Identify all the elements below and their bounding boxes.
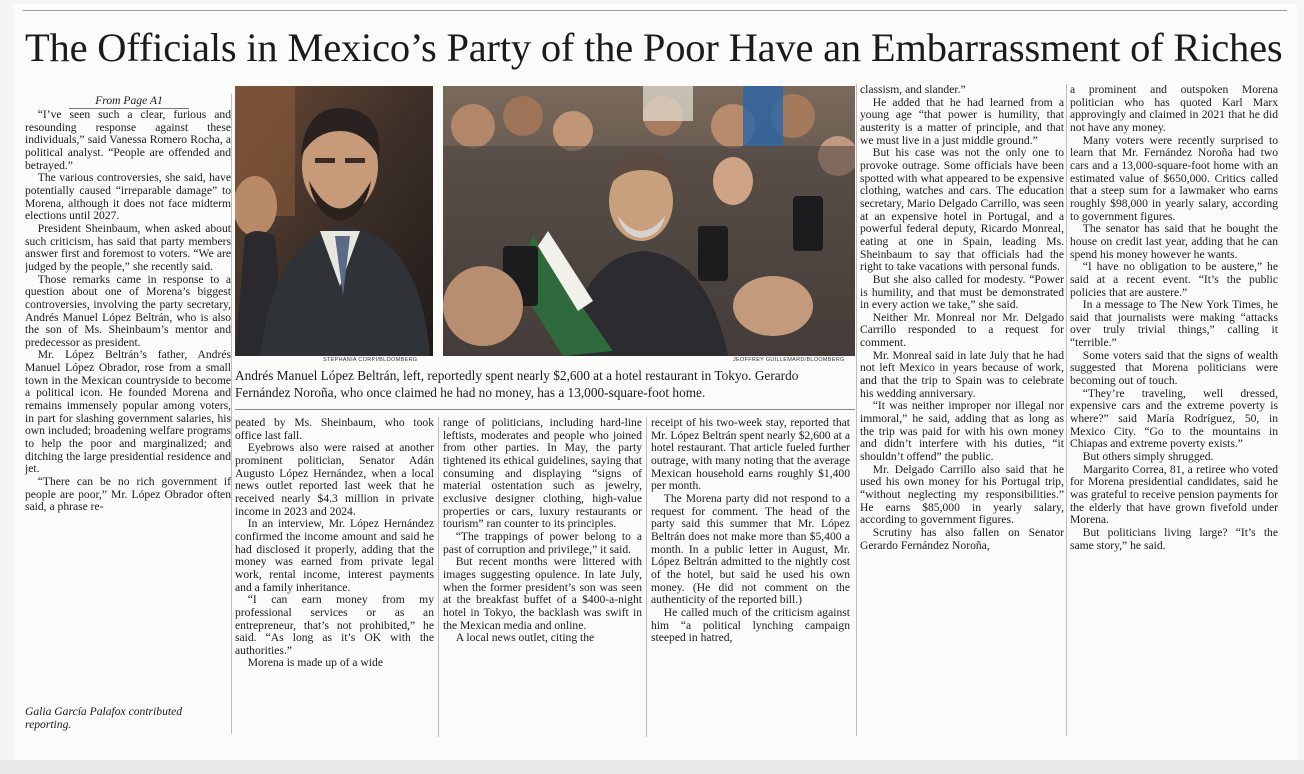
photo-lopez-beltran — [235, 86, 433, 356]
dateline: From Page A1 — [69, 94, 189, 109]
article-paragraph: “They’re traveling, well dressed, expensive cars and the extreme poverty is where?” said María Rodríguez, 50, in Mexico City. “Go to the mountains in Chiapas and extreme poverty exists.” — [1070, 386, 1278, 451]
article-paragraph: Eyebrows also were raised at another prominent politician, Senator Adán Augusto López Hernández, when a local news outlet reported last week that he received nearly $4.3 million in private income in 2023 and 2024. — [235, 441, 434, 518]
article-paragraph: A local news outlet, citing the — [455, 631, 595, 645]
article-paragraph: classism, and slander.” — [860, 84, 966, 96]
column-separator — [1066, 84, 1067, 736]
article-paragraph: He called much of the criticism against him “a political lynching campaign steeped in hatred, — [651, 605, 850, 645]
photo-credit-left: STEPHANIA CORPI/BLOOMBERG — [323, 357, 418, 363]
photo-fernandez-norona — [443, 86, 855, 356]
article-column-5 — [860, 84, 1064, 736]
article-paragraph: But others simply shrugged. — [1082, 450, 1214, 464]
photo-caption: Andrés Manuel López Beltrán, left, reportedly spent nearly $2,600 at a hotel restaurant in Tokyo. Gerardo Fernández Noroña, who once claimed he had no money, has a 13,000-square-foot home. — [235, 368, 799, 400]
article-paragraph: He added that he had learned from a young age “that power is humility, that austerity is a matter of principle, and that we must live in a just middle ground.” — [860, 95, 1064, 147]
column-separator — [438, 417, 439, 737]
article-paragraph: Mr. Delgado Carrillo also said that he used his own money for his Portugal trip, “without neglecting my responsibilities.” He earns $85,000 in yearly salary, according to government figures. — [860, 462, 1064, 527]
newspaper-page — [13, 4, 1297, 760]
article-paragraph: “I have no obligation to be austere,” he said at a recent event. “It’s the public policies that are austere.” — [1070, 260, 1278, 299]
article-paragraph: Mr. Monreal said in late July that he had not left Mexico in years because of work, and that the trip to Spain was to celebrate his wedding anniversary. — [860, 348, 1064, 400]
article-paragraph: “The trappings of power belong to a past of corruption and privilege,” it said. — [443, 529, 642, 556]
article-paragraph: Margarito Correa, 81, a retiree who voted for Morena presidential candidates, said he was grateful to receive pension payments for the elderly that have grown fivefold under Morena. — [1070, 462, 1278, 527]
top-rule — [23, 10, 1287, 11]
article-column-4 — [651, 417, 850, 737]
article-paragraph: The Morena party did not respond to a request for comment. The head of the party said this summer that Mr. López Beltrán does not make more than $5,400 a month. In a public letter in August, Mr. López Beltrán admitted to the nightly cost of the hotel, but said he used his own money. (He did not comment on the authenticity of the reported bill.) — [651, 491, 850, 607]
article-paragraph: peated by Ms. Sheinbaum, who took office last fall. — [235, 417, 434, 442]
article-paragraph: Many voters were recently surprised to learn that Mr. Fernández Noroña had two cars and a 13,000-square-foot home with an estimated value of $650,000. Critics called that a steep sum for a lawmaker who earns roughly $98,000 in yearly salary, according to government figures. — [1070, 133, 1278, 223]
article-column-2 — [235, 417, 434, 737]
article-paragraph: But she also called for modesty. “Power is humility, and that must be demonstrated in every action we take,” she said. — [860, 272, 1064, 312]
article-paragraph: The senator has said that he bought the house on credit last year, adding that he can spend his money however he wants. — [1070, 222, 1278, 261]
article-paragraph: Morena is made up of a wide — [247, 656, 383, 670]
caption-rule — [235, 409, 855, 410]
photo-fernandez-norona-image — [443, 86, 855, 356]
article-paragraph: “It was neither improper nor illegal nor immoral,” he said, adding that as long as the trip was paid for with his own money and didn’t interfere with his duties, “it shouldn’t offend” the public. — [860, 399, 1064, 464]
article-paragraph: In a message to The New York Times, he said that journalists were making “attacks over truly trivial things,” calling it “terrible.” — [1070, 298, 1278, 350]
article-column-1 — [25, 109, 231, 703]
article-paragraph: President Sheinbaum, when asked about such criticism, has said that party members answer first and foremost to voters. “We are judged by the people,” she recently said. — [25, 221, 231, 273]
article-paragraph: The various controversies, she said, have potentially caused “irreparable damage” to Morena, although it does not face midterm elections until 2027. — [25, 171, 231, 223]
photo-lopez-beltran-image — [235, 86, 433, 356]
headline: The Officials in Mexico’s Party of the Poor Have an Embarrassment of Riches — [25, 25, 1283, 70]
article-paragraph: Neither Mr. Monreal nor Mr. Delgado Carrillo responded to a request for comment. — [860, 310, 1064, 350]
article-paragraph: In an interview, Mr. López Hernández confirmed the income amount and said he had disclosed it properly, adding that the money was earned from private legal work, rental income, interest payments and a family inheritance. — [235, 517, 434, 594]
column-separator — [646, 417, 647, 737]
column-separator — [231, 94, 232, 734]
article-paragraph: But his case was not the only one to provoke outrage. Some officials have been spotted with what appeared to be expensive clothing, watches and cars. The education secretary, Mario Delgado Carrillo, was seen at an expensive hotel in Portugal, and a powerful federal deputy, Ricardo Monreal, eating at one in Spain, leading Ms. Sheinbaum to say that officials had the right to take vacations with personal funds. — [860, 146, 1064, 274]
article-paragraph: But recent months were littered with images suggesting opulence. In late July, when the former president’s son was seen at the breakfast buffet of a $400-a-night hotel in Tokyo, the backlash was swift in the Mexican media and online. — [443, 555, 642, 632]
bottom-strip — [0, 760, 1304, 774]
article-column-6 — [1070, 84, 1278, 736]
article-paragraph: But politicians living large? “It’s the same story,” he said. — [1070, 525, 1278, 552]
article-paragraph: Those remarks came in response to a question about one of Morena’s biggest controversies, involving the party secretary, Andrés Manuel López Beltrán, who is also the son of Ms. Sheinbaum’s mentor and predecessor as president. — [25, 272, 231, 349]
article-paragraph: Scrutiny has also fallen on Senator Gerardo Fernández Noroña, — [860, 525, 1064, 552]
article-paragraph: a prominent and outspoken Morena politician who has quoted Karl Marx approvingly and claimed in 2021 that he did not have any money. — [1070, 84, 1278, 134]
article-paragraph: “I’ve seen such a clear, furious and resounding response against these individuals,” said Vanessa Romero Rocha, a political analyst. “People are offended and betrayed.” — [25, 109, 231, 172]
contributor-note: Galia García Palafox contributed reporting. — [25, 705, 183, 731]
article-paragraph: “I can earn money from my professional services or as an entrepreneur, that’s not prohibited,” he said. “As long as it’s OK with the authorities.” — [235, 593, 434, 657]
article-column-3 — [443, 417, 642, 737]
photo-credit-right: JEOFFREY GUILLEMARD/BLOOMBERG — [733, 357, 845, 363]
column-separator — [856, 84, 857, 736]
article-paragraph: “There can be no rich government if people are poor,” Mr. López Obrador often said, a phrase re- — [25, 475, 231, 514]
article-paragraph: Mr. López Beltrán’s father, Andrés Manuel López Obrador, rose from a small town in the Mexican countryside to become a political icon. He founded Morena and remains immensely popular among voters, in part for slashing government salaries, his own included; broadening welfare programs to help the poor and marginalized; and ditching the large presidential residence and jet. — [25, 348, 231, 476]
article-paragraph: range of politicians, including hard-line leftists, moderates and people who joined from other parties. In May, the party tightened its ethical guidelines, saying that consuming and displaying “signs of material ostentation such as jewelry, exclusive designer clothing, high-value properties or cars, luxury restaurants or tourism” ran counter to its principles. — [443, 417, 642, 531]
article-paragraph: Some voters said that the signs of wealth suggested that Morena politicians were becoming out of touch. — [1070, 348, 1278, 388]
article-paragraph: receipt of his two-week stay, reported that Mr. López Beltrán spent nearly $2,600 at a hotel restaurant. That article fueled further outrage, with many noting that the average Mexican household earns roughly $1,400 per month. — [651, 417, 850, 493]
